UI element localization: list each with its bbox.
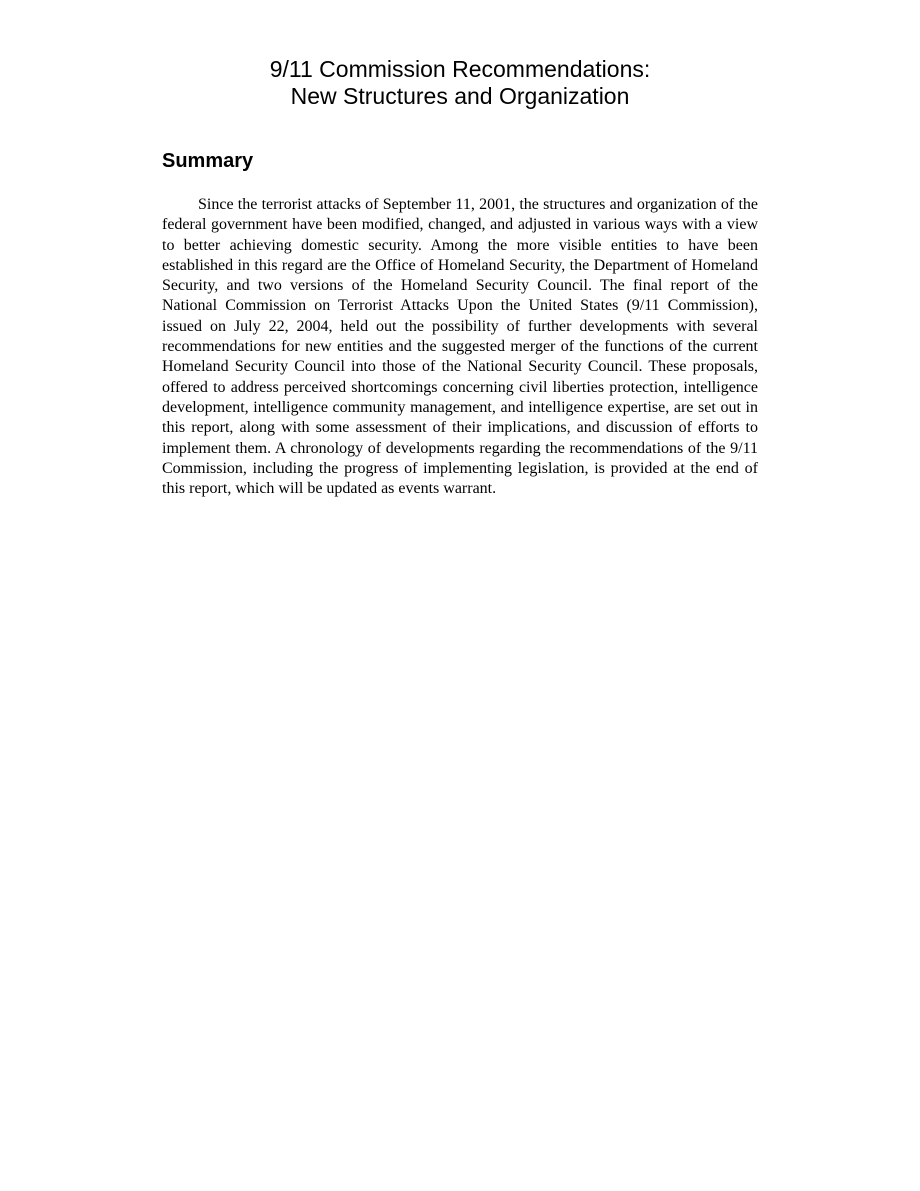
title-line-2: New Structures and Organization	[290, 83, 630, 109]
document-page	[162, 0, 758, 499]
title-line-1: 9/11 Commission Recommendations:	[269, 56, 651, 82]
summary-paragraph: Since the terrorist attacks of September 11, 2001, the structures and organization of the federal government have been modified, changed, and adjusted in various ways with a view to better achieving domestic security. Among the more visible entities to have been established in this regard are the Office of Homeland Security, the Department of Homeland Security, and two versions of the Homeland Security Council. The final report of the National Commission on Terrorist Attacks Upon the United States (9/11 Commission), issued on July 22, 2004, held out the possibility of further developments with several recommendations for new entities and the suggested merger of the functions of the current Homeland Security Council into those of the National Security Council. These proposals, offered to address perceived shortcomings concerning civil liberties protection, intelligence development, intelligence community management, and intelligence expertise, are set out in this report, along with some assessment of their implications, and discussion of efforts to implement them. A chronology of developments regarding the recommendations of the 9/11 Commission, including the progress of implementing legislation, is provided at the end of this report, which will be updated as events warrant.	[162, 196, 758, 498]
summary-heading: Summary	[162, 150, 254, 172]
document-title	[162, 0, 758, 110]
